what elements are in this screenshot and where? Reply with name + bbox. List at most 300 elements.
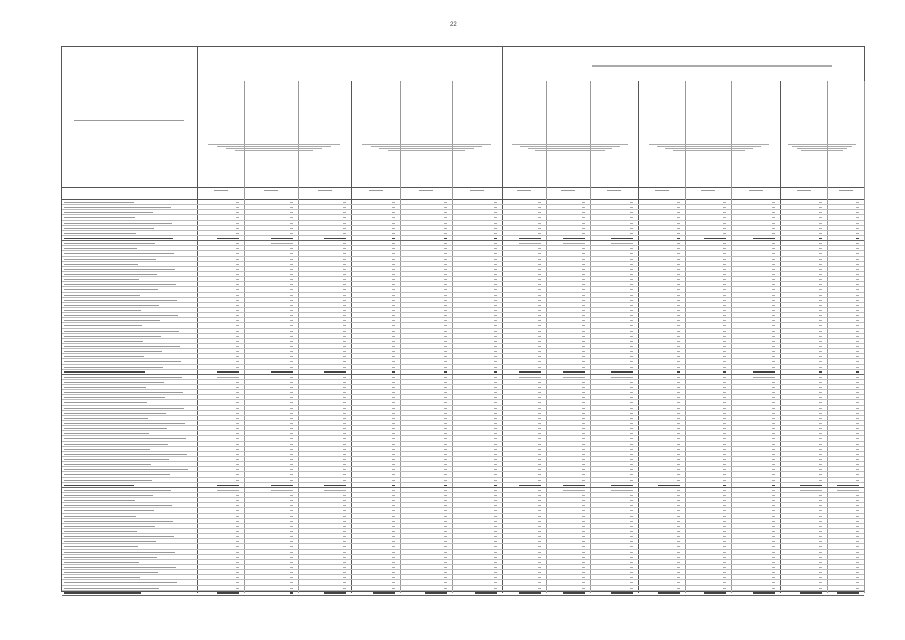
dash-cell xyxy=(444,464,447,465)
year-header xyxy=(214,190,228,191)
dash-cell xyxy=(772,367,775,368)
dash-cell xyxy=(723,392,726,393)
dash-cell xyxy=(582,336,585,337)
dash-cell xyxy=(392,552,395,553)
dash-cell xyxy=(856,238,859,240)
dash-cell xyxy=(494,577,497,578)
dash-cell xyxy=(494,531,497,532)
dash-cell xyxy=(392,233,395,234)
dash-cell xyxy=(444,284,447,285)
dash-cell xyxy=(538,495,541,496)
dash-cell xyxy=(582,474,585,475)
dash-cell xyxy=(819,336,822,337)
dash-cell xyxy=(444,248,447,249)
year-header xyxy=(607,190,621,191)
dash-cell xyxy=(582,454,585,455)
dash-cell xyxy=(723,495,726,496)
dash-cell xyxy=(630,433,633,434)
dash-cell xyxy=(582,320,585,321)
dash-cell xyxy=(538,207,541,208)
dash-cell xyxy=(494,202,497,203)
dash-cell xyxy=(630,325,633,326)
dash-cell xyxy=(819,449,822,450)
value-cell xyxy=(611,238,633,240)
dash-cell xyxy=(290,325,293,326)
dash-cell xyxy=(772,259,775,260)
dash-cell xyxy=(856,387,859,388)
row-label xyxy=(64,567,176,568)
dash-cell xyxy=(723,510,726,511)
value-cell xyxy=(217,485,239,487)
dash-cell xyxy=(290,212,293,213)
dash-cell xyxy=(538,505,541,506)
dash-cell xyxy=(582,577,585,578)
dash-cell xyxy=(856,310,859,311)
dash-cell xyxy=(582,423,585,424)
dash-cell xyxy=(392,243,395,244)
dash-cell xyxy=(290,264,293,265)
dash-cell xyxy=(856,279,859,280)
dash-cell xyxy=(538,289,541,290)
dash-cell xyxy=(494,233,497,234)
dash-cell xyxy=(677,562,680,563)
dash-cell xyxy=(677,274,680,275)
dash-cell xyxy=(772,315,775,316)
dash-cell xyxy=(772,546,775,547)
dash-cell xyxy=(392,387,395,388)
dash-cell xyxy=(392,572,395,573)
dash-cell xyxy=(819,408,822,409)
dash-cell xyxy=(444,397,447,398)
dash-cell xyxy=(677,444,680,445)
dash-cell xyxy=(630,259,633,260)
row-label xyxy=(64,572,158,573)
dash-cell xyxy=(236,454,239,455)
dash-cell xyxy=(494,238,497,240)
dash-cell xyxy=(236,320,239,321)
dash-cell xyxy=(236,557,239,558)
dash-cell xyxy=(343,228,346,229)
dash-cell xyxy=(856,248,859,249)
dash-cell xyxy=(582,295,585,296)
dash-cell xyxy=(856,361,859,362)
dash-cell xyxy=(444,377,447,378)
dash-cell xyxy=(582,207,585,208)
dash-cell xyxy=(290,367,293,368)
dash-cell xyxy=(290,233,293,234)
dash-cell xyxy=(582,567,585,568)
dash-cell xyxy=(236,243,239,244)
dash-cell xyxy=(236,521,239,522)
dash-cell xyxy=(582,279,585,280)
dash-cell xyxy=(343,336,346,337)
dash-cell xyxy=(392,490,395,491)
dash-cell xyxy=(392,310,395,311)
row-label xyxy=(64,325,142,326)
value-cell xyxy=(217,371,239,373)
dash-cell xyxy=(630,531,633,532)
dash-cell xyxy=(392,212,395,213)
dash-cell xyxy=(723,516,726,517)
dash-cell xyxy=(677,243,680,244)
dash-cell xyxy=(677,346,680,347)
dash-cell xyxy=(236,541,239,542)
dash-cell xyxy=(630,536,633,537)
dash-cell xyxy=(772,310,775,311)
row-label xyxy=(64,223,172,224)
dash-cell xyxy=(444,562,447,563)
dash-cell xyxy=(772,217,775,218)
dash-cell xyxy=(677,367,680,368)
dash-cell xyxy=(856,577,859,578)
dash-cell xyxy=(630,289,633,290)
dash-cell xyxy=(444,207,447,208)
dash-cell xyxy=(677,408,680,409)
dash-cell xyxy=(677,315,680,316)
dash-cell xyxy=(392,259,395,260)
name-column-header xyxy=(66,119,192,123)
dash-cell xyxy=(723,505,726,506)
dash-cell xyxy=(343,397,346,398)
dash-cell xyxy=(819,269,822,270)
dash-cell xyxy=(343,562,346,563)
dash-cell xyxy=(630,567,633,568)
dash-cell xyxy=(630,315,633,316)
dash-cell xyxy=(723,500,726,501)
dash-cell xyxy=(819,541,822,542)
dash-cell xyxy=(630,500,633,501)
header-band xyxy=(197,47,865,81)
value-cell xyxy=(324,485,346,487)
dash-cell xyxy=(290,295,293,296)
dash-cell xyxy=(677,300,680,301)
dash-cell xyxy=(677,413,680,414)
dash-cell xyxy=(290,289,293,290)
dash-cell xyxy=(677,228,680,229)
dash-cell xyxy=(290,310,293,311)
dash-cell xyxy=(856,397,859,398)
dash-cell xyxy=(343,202,346,203)
dash-cell xyxy=(236,295,239,296)
dash-cell xyxy=(819,356,822,357)
dash-cell xyxy=(343,243,346,244)
dash-cell xyxy=(582,459,585,460)
dash-cell xyxy=(819,413,822,414)
dash-cell xyxy=(723,449,726,450)
dash-cell xyxy=(343,536,346,537)
dash-cell xyxy=(236,449,239,450)
dash-cell xyxy=(819,392,822,393)
dash-cell xyxy=(772,289,775,290)
dash-cell xyxy=(723,572,726,573)
dash-cell xyxy=(723,418,726,419)
dash-cell xyxy=(290,387,293,388)
dash-cell xyxy=(538,572,541,573)
dash-cell xyxy=(290,577,293,578)
dash-cell xyxy=(723,397,726,398)
dash-cell xyxy=(723,269,726,270)
dash-cell xyxy=(819,495,822,496)
dash-cell xyxy=(236,248,239,249)
dash-cell xyxy=(723,382,726,383)
dash-cell xyxy=(290,474,293,475)
dash-cell xyxy=(290,438,293,439)
dash-cell xyxy=(723,351,726,352)
dash-cell xyxy=(630,356,633,357)
dash-cell xyxy=(392,351,395,352)
dash-cell xyxy=(630,248,633,249)
value-cell xyxy=(658,485,680,487)
value-cell xyxy=(563,238,585,240)
dash-cell xyxy=(538,202,541,203)
dash-cell xyxy=(290,521,293,522)
row-label xyxy=(64,510,154,511)
dash-cell xyxy=(630,423,633,424)
dash-cell xyxy=(630,310,633,311)
dash-cell xyxy=(236,274,239,275)
dash-cell xyxy=(494,325,497,326)
dash-cell xyxy=(444,459,447,460)
row-label xyxy=(64,300,177,301)
row-label xyxy=(64,433,149,434)
value-cell xyxy=(837,485,859,487)
dash-cell xyxy=(677,557,680,558)
dash-cell xyxy=(723,310,726,311)
dash-cell xyxy=(538,557,541,558)
dash-cell xyxy=(236,495,239,496)
dash-cell xyxy=(677,259,680,260)
dash-cell xyxy=(819,284,822,285)
dash-cell xyxy=(677,397,680,398)
dash-cell xyxy=(343,495,346,496)
dash-cell xyxy=(677,428,680,429)
dash-cell xyxy=(494,269,497,270)
dash-cell xyxy=(723,485,726,487)
dash-cell xyxy=(819,233,822,234)
dash-cell xyxy=(723,279,726,280)
dash-cell xyxy=(677,577,680,578)
dash-cell xyxy=(538,500,541,501)
dash-cell xyxy=(772,223,775,224)
dash-cell xyxy=(538,264,541,265)
dash-cell xyxy=(494,382,497,383)
dash-cell xyxy=(677,371,680,373)
dash-cell xyxy=(819,207,822,208)
dash-cell xyxy=(343,449,346,450)
row-label xyxy=(64,516,136,517)
dash-cell xyxy=(538,331,541,332)
value-cell xyxy=(271,243,293,244)
dash-cell xyxy=(494,371,497,373)
year-header xyxy=(264,190,278,191)
dash-cell xyxy=(343,413,346,414)
value-cell xyxy=(658,592,680,594)
dash-cell xyxy=(444,341,447,342)
dash-cell xyxy=(236,480,239,481)
row-label xyxy=(64,351,162,352)
dash-cell xyxy=(392,320,395,321)
dash-cell xyxy=(582,248,585,249)
row-label xyxy=(64,557,157,558)
dash-cell xyxy=(392,325,395,326)
dash-cell xyxy=(290,418,293,419)
dash-cell xyxy=(392,408,395,409)
dash-cell xyxy=(819,387,822,388)
dash-cell xyxy=(444,259,447,260)
column-group-header xyxy=(642,143,776,153)
dash-cell xyxy=(772,552,775,553)
dash-cell xyxy=(582,418,585,419)
dash-cell xyxy=(538,346,541,347)
dash-cell xyxy=(538,418,541,419)
dash-cell xyxy=(494,572,497,573)
value-cell xyxy=(519,377,541,378)
dash-cell xyxy=(494,485,497,487)
dash-cell xyxy=(677,387,680,388)
value-cell xyxy=(800,490,822,491)
dash-cell xyxy=(444,428,447,429)
dash-cell xyxy=(494,562,497,563)
dash-cell xyxy=(236,367,239,368)
dash-cell xyxy=(538,433,541,434)
dash-cell xyxy=(819,459,822,460)
dash-cell xyxy=(856,207,859,208)
dash-cell xyxy=(538,480,541,481)
value-cell xyxy=(611,377,633,378)
dash-cell xyxy=(772,567,775,568)
column-group-header xyxy=(784,143,860,153)
dash-cell xyxy=(630,464,633,465)
dash-cell xyxy=(343,279,346,280)
dash-cell xyxy=(343,315,346,316)
row-label xyxy=(64,397,165,398)
dash-cell xyxy=(290,572,293,573)
dash-cell xyxy=(290,392,293,393)
dash-cell xyxy=(582,387,585,388)
dash-cell xyxy=(677,521,680,522)
dash-cell xyxy=(630,402,633,403)
dash-cell xyxy=(392,202,395,203)
dash-cell xyxy=(772,521,775,522)
dash-cell xyxy=(538,300,541,301)
row-label xyxy=(64,521,173,522)
dash-cell xyxy=(772,325,775,326)
dash-cell xyxy=(290,248,293,249)
year-header xyxy=(470,190,484,191)
dash-cell xyxy=(343,582,346,583)
dash-cell xyxy=(290,279,293,280)
dash-cell xyxy=(494,356,497,357)
dash-cell xyxy=(772,243,775,244)
year-header xyxy=(701,190,715,191)
dash-cell xyxy=(630,449,633,450)
dash-cell xyxy=(723,202,726,203)
row-label xyxy=(64,531,137,532)
row-label xyxy=(64,331,179,332)
dash-cell xyxy=(819,531,822,532)
dash-cell xyxy=(723,356,726,357)
dash-cell xyxy=(392,397,395,398)
dash-cell xyxy=(723,259,726,260)
dash-cell xyxy=(494,346,497,347)
dash-cell xyxy=(236,351,239,352)
row-label xyxy=(64,289,158,290)
dash-cell xyxy=(582,444,585,445)
dash-cell xyxy=(392,541,395,542)
row-label xyxy=(64,212,153,213)
dash-cell xyxy=(723,377,726,378)
dash-cell xyxy=(290,546,293,547)
dash-cell xyxy=(772,464,775,465)
dash-cell xyxy=(538,459,541,460)
dash-cell xyxy=(236,264,239,265)
dash-cell xyxy=(290,557,293,558)
dash-cell xyxy=(290,356,293,357)
dash-cell xyxy=(819,567,822,568)
dash-cell xyxy=(343,464,346,465)
dash-cell xyxy=(392,331,395,332)
dash-cell xyxy=(290,315,293,316)
dash-cell xyxy=(538,582,541,583)
dash-cell xyxy=(630,444,633,445)
dash-cell xyxy=(392,444,395,445)
dash-cell xyxy=(444,371,447,373)
value-cell xyxy=(217,592,239,594)
dash-cell xyxy=(290,423,293,424)
dash-cell xyxy=(444,315,447,316)
dash-cell xyxy=(630,408,633,409)
dash-cell xyxy=(582,449,585,450)
dash-cell xyxy=(723,320,726,321)
year-header xyxy=(839,190,853,191)
dash-cell xyxy=(444,490,447,491)
dash-cell xyxy=(236,336,239,337)
dash-cell xyxy=(236,223,239,224)
row-label xyxy=(64,408,184,409)
dash-cell xyxy=(236,552,239,553)
row-label xyxy=(64,202,134,203)
dash-cell xyxy=(723,305,726,306)
dash-cell xyxy=(677,490,680,491)
dash-cell xyxy=(856,336,859,337)
dash-cell xyxy=(819,351,822,352)
dash-cell xyxy=(819,433,822,434)
dash-cell xyxy=(343,356,346,357)
dash-cell xyxy=(677,546,680,547)
dash-cell xyxy=(772,274,775,275)
dash-cell xyxy=(677,212,680,213)
dash-cell xyxy=(444,243,447,244)
dash-cell xyxy=(856,331,859,332)
dash-cell xyxy=(582,536,585,537)
dash-cell xyxy=(494,402,497,403)
dash-cell xyxy=(582,521,585,522)
dash-cell xyxy=(494,521,497,522)
dash-cell xyxy=(630,480,633,481)
dash-cell xyxy=(444,233,447,234)
dash-cell xyxy=(444,351,447,352)
row-label xyxy=(64,526,155,527)
dash-cell xyxy=(236,536,239,537)
dash-cell xyxy=(582,253,585,254)
dash-cell xyxy=(236,253,239,254)
dash-cell xyxy=(290,253,293,254)
dash-cell xyxy=(444,274,447,275)
dash-cell xyxy=(444,392,447,393)
dash-cell xyxy=(494,444,497,445)
dash-cell xyxy=(856,402,859,403)
dash-cell xyxy=(723,582,726,583)
